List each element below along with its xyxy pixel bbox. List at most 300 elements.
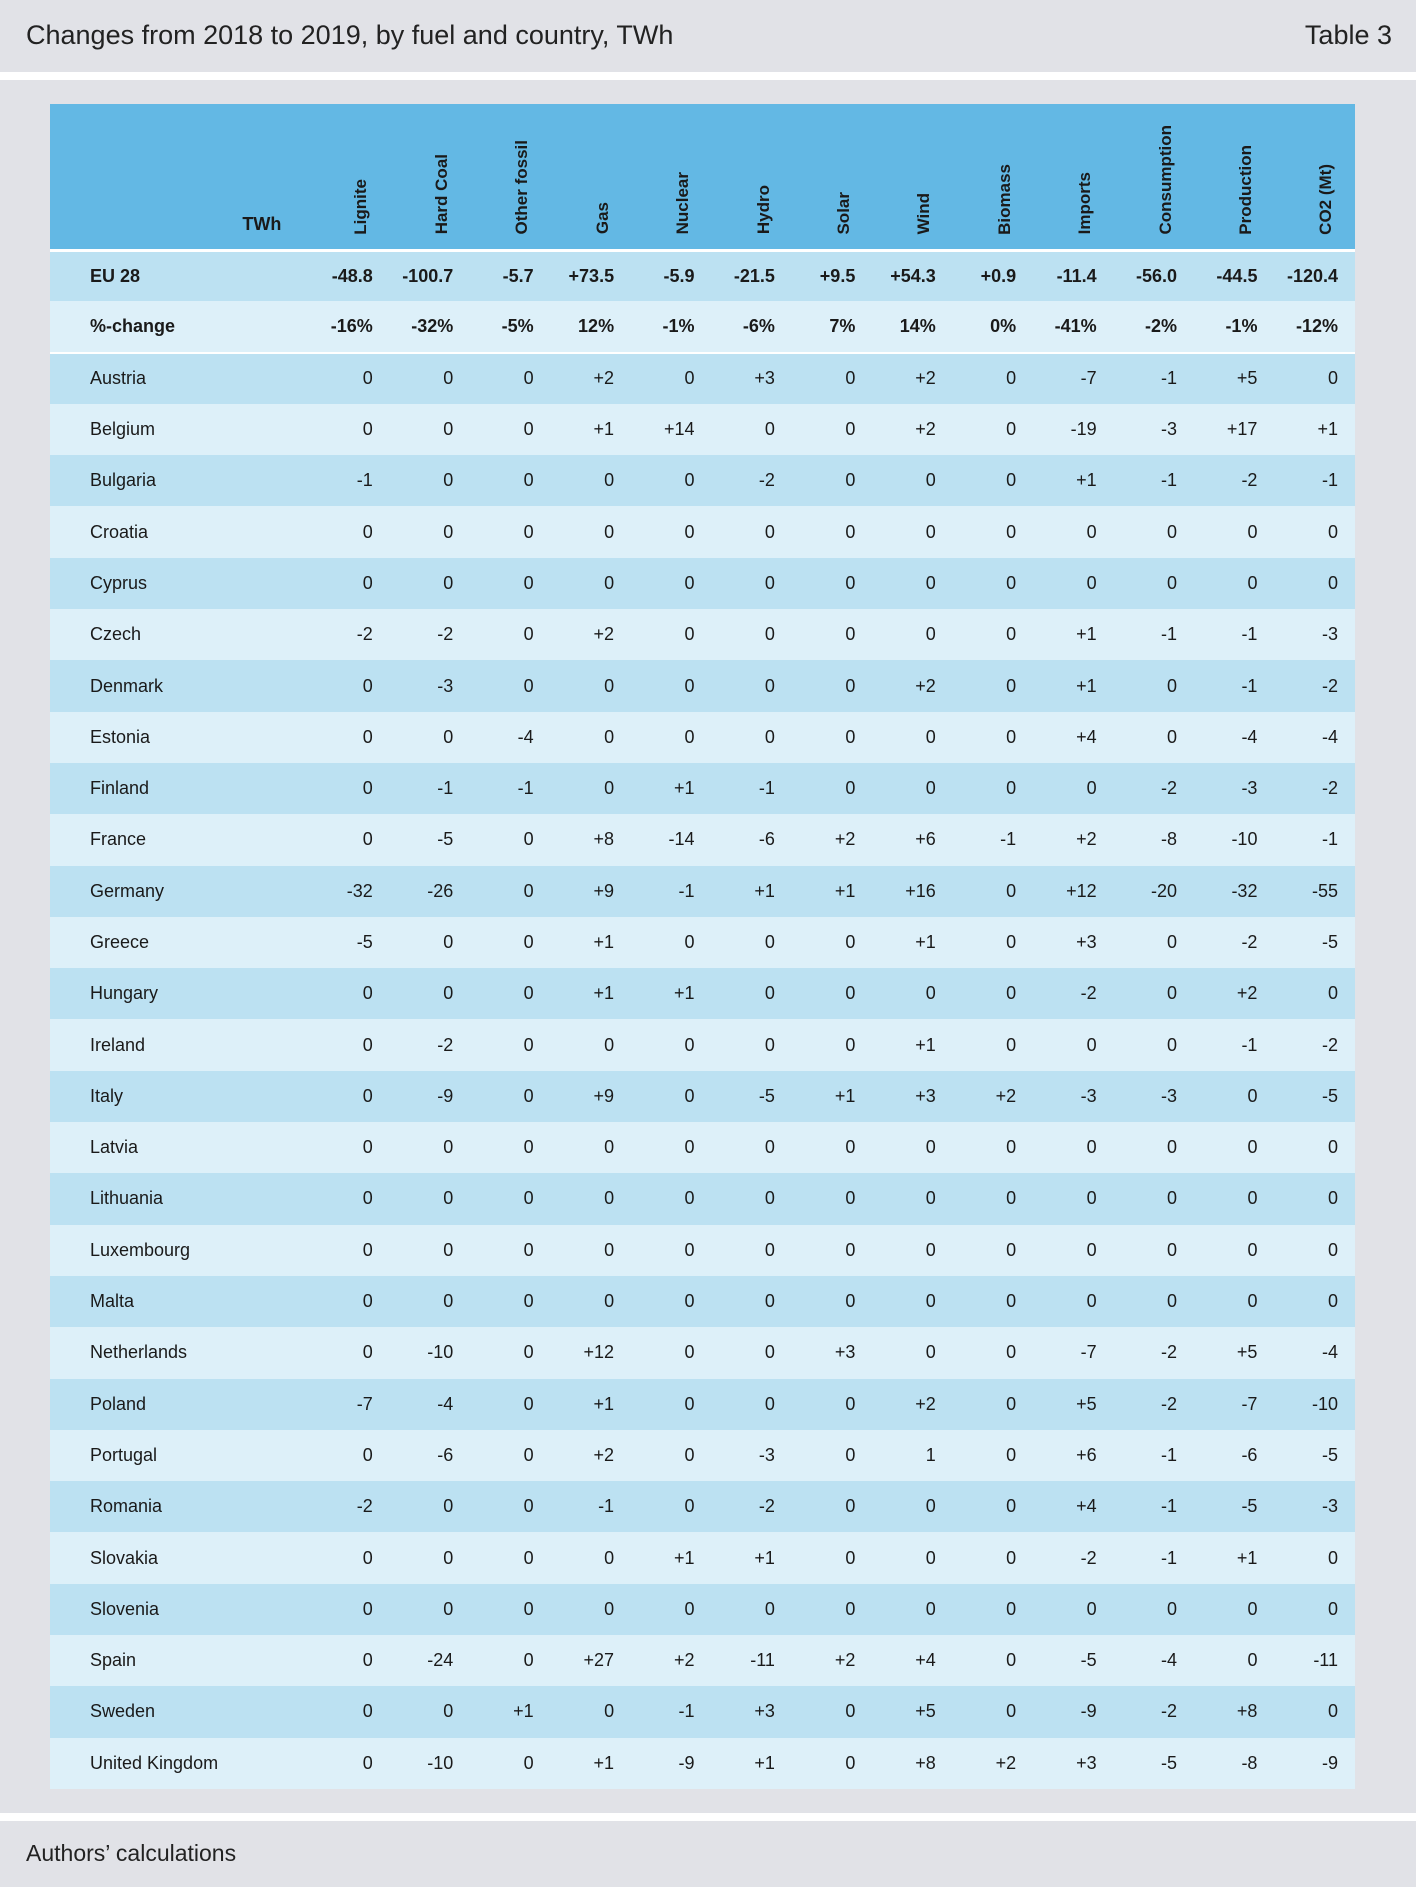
cell-value: -1 [758, 778, 775, 799]
cell-value: 0 [764, 983, 775, 1004]
cell-value: +8 [593, 829, 615, 850]
cell-value: 0% [990, 315, 1017, 336]
cell-value: +2 [1236, 983, 1258, 1004]
cell-value: -5 [1321, 1444, 1338, 1465]
cell-value: 0 [1327, 983, 1338, 1004]
cell-value: -11 [1313, 1650, 1338, 1671]
cell-value: 0 [1006, 1034, 1017, 1055]
cell-value: +6 [915, 829, 936, 850]
cell-value: +6 [1076, 1444, 1097, 1465]
table-number: Table 3 [1304, 20, 1392, 50]
cell-value: -1 [1241, 624, 1258, 645]
cell-value: +5 [1236, 1342, 1258, 1363]
cell-value: 1 [925, 1444, 936, 1465]
row-label: Lithuania [90, 1188, 164, 1209]
cell-value: +54.3 [890, 265, 936, 286]
cell-value: -5 [437, 829, 454, 850]
row-label: Netherlands [90, 1342, 188, 1363]
cell-value: 0 [684, 1342, 695, 1363]
cell-value: -5 [1241, 1496, 1258, 1517]
cell-value: 0 [684, 521, 695, 542]
column-header-label: Hard Coal [431, 154, 451, 235]
cell-value: +3 [754, 1701, 775, 1722]
cell-value: 0 [764, 1393, 775, 1414]
cell-value: -2 [1161, 1701, 1178, 1722]
cell-value: -4 [1161, 1650, 1178, 1671]
cell-value: -2 [437, 624, 454, 645]
cell-value: -2 [1241, 470, 1258, 491]
cell-value: 0 [362, 1598, 373, 1619]
table-row [50, 1327, 1355, 1378]
cell-value: 0 [1006, 470, 1017, 491]
cell-value: -1 [1161, 1496, 1178, 1517]
cell-value: 0 [1167, 572, 1178, 593]
table-row [50, 917, 1355, 968]
cell-value: 0 [845, 1444, 856, 1465]
cell-value: -1 [1161, 368, 1178, 389]
cell-value: +8 [1236, 1701, 1258, 1722]
cell-value: 0 [764, 419, 775, 440]
cell-value: 0 [684, 624, 695, 645]
cell-value: 0 [1247, 1188, 1258, 1209]
cell-value: 0 [684, 1496, 695, 1517]
cell-value: 0 [1167, 1598, 1178, 1619]
column-header [953, 104, 1033, 250]
cell-value: -2 [758, 1496, 775, 1517]
cell-value: +5 [915, 1701, 936, 1722]
cell-value: 0 [1006, 880, 1017, 901]
column-header [1033, 104, 1113, 250]
cell-value: 0 [925, 1291, 936, 1312]
row-label: Poland [90, 1393, 147, 1414]
row-label: Greece [90, 932, 150, 952]
cell-value: +16 [905, 880, 936, 901]
row-label: United Kingdom [90, 1752, 219, 1773]
cell-value: +1 [593, 983, 615, 1004]
cell-value: -2 [437, 1034, 454, 1055]
cell-value: -5 [356, 932, 373, 952]
cell-value: -14 [668, 829, 695, 850]
cell-value: +2 [673, 1650, 695, 1671]
cell-value: 0 [1006, 983, 1017, 1004]
cell-value: -1 [678, 1701, 695, 1722]
cell-value: +2 [1076, 829, 1097, 850]
table-row [50, 1481, 1355, 1532]
cell-value: +17 [1226, 419, 1258, 440]
cell-value: +73.5 [568, 265, 615, 286]
cell-value: 0 [362, 1188, 373, 1209]
cell-value: 0 [362, 983, 373, 1004]
cell-value: 0 [362, 572, 373, 593]
cell-value: 0 [1006, 572, 1017, 593]
cell-value: 0 [1006, 1650, 1017, 1671]
row-label: Belgium [90, 419, 156, 440]
cell-value: 0 [523, 1650, 534, 1671]
cell-value: -7 [1080, 368, 1097, 389]
cell-value: -1 [356, 470, 373, 491]
cell-value: +1 [834, 880, 856, 901]
cell-value: 0 [1247, 1650, 1258, 1671]
table-row [50, 1071, 1355, 1122]
cell-value: -19 [1070, 419, 1097, 440]
cell-value: +3 [1076, 1752, 1097, 1773]
cell-value: -32 [1231, 880, 1258, 901]
cell-value: 0 [684, 572, 695, 593]
cell-value: 0 [1167, 1291, 1178, 1312]
cell-value: -5% [501, 315, 534, 336]
cell-value: +3 [1076, 932, 1097, 952]
cell-value: 0 [1006, 1239, 1017, 1260]
column-header [631, 104, 711, 250]
column-header [390, 104, 470, 250]
cell-value: +4 [1076, 1496, 1097, 1517]
column-header-label: Nuclear [673, 172, 693, 235]
header-bar [0, 0, 1416, 72]
cell-value: 0 [925, 1137, 936, 1158]
cell-value: 0 [684, 1137, 695, 1158]
cell-value: 0 [925, 572, 936, 593]
cell-value: 0 [443, 1547, 454, 1568]
cell-value: 0 [523, 1137, 534, 1158]
cell-value: -5.9 [663, 265, 695, 286]
cell-value: +14 [663, 419, 695, 440]
cell-value: 0 [1086, 1239, 1097, 1260]
cell-value: 0 [362, 675, 373, 696]
row-label: Czech [90, 624, 142, 645]
cell-value: 0 [1327, 1239, 1338, 1260]
cell-value: -12% [1295, 315, 1338, 336]
cell-value: -4 [437, 1393, 454, 1414]
cell-value: 0 [523, 1598, 534, 1619]
cell-value: +2 [915, 419, 936, 440]
cell-value: -3 [758, 1444, 775, 1465]
cell-value: 0 [1006, 1188, 1017, 1209]
cell-value: 0 [604, 572, 615, 593]
cell-value: 0 [1086, 1291, 1097, 1312]
cell-value: 0 [362, 419, 373, 440]
cell-value: 0 [845, 1752, 856, 1773]
cell-value: 0 [684, 1239, 695, 1260]
cell-value: 0 [443, 1188, 454, 1209]
row-label: Austria [90, 368, 147, 389]
row-label: Ireland [90, 1034, 146, 1055]
cell-value: -5 [1080, 1650, 1097, 1671]
cell-value: 7% [829, 315, 856, 336]
cell-value: -1 [598, 1496, 615, 1517]
cell-value: +2 [834, 829, 856, 850]
cell-value: -1% [1225, 315, 1258, 336]
row-label: Spain [90, 1650, 137, 1671]
cell-value: -5 [758, 1085, 775, 1106]
cell-value: 0 [1327, 1598, 1338, 1619]
cell-value: 0 [845, 1034, 856, 1055]
cell-value: -11 [750, 1650, 775, 1671]
cell-value: -9 [678, 1752, 695, 1773]
cell-value: -4 [517, 726, 534, 747]
table-row [50, 1430, 1355, 1481]
cell-value: -55 [1311, 880, 1338, 901]
footer-bar [0, 1821, 1416, 1887]
cell-value: -24 [427, 1650, 454, 1671]
cell-value: 0 [845, 470, 856, 491]
column-header [712, 104, 792, 250]
cell-value: 0 [845, 1137, 856, 1158]
cell-value: 0 [443, 521, 454, 542]
row-label: Estonia [90, 726, 151, 747]
cell-value: 0 [604, 470, 615, 491]
cell-value: -4 [1321, 1342, 1338, 1363]
cell-value: 0 [1006, 1496, 1017, 1517]
table-row [50, 968, 1355, 1019]
cell-value: 0 [443, 1701, 454, 1722]
table-row [50, 1635, 1355, 1686]
table-row [50, 1122, 1355, 1173]
cell-value: 0 [764, 1342, 775, 1363]
cell-value: 0 [845, 419, 856, 440]
cell-value: +1 [1076, 624, 1097, 645]
cell-value: 0 [845, 1547, 856, 1568]
cell-value: 0 [684, 1393, 695, 1414]
cell-value: +0.9 [980, 265, 1017, 286]
cell-value: -4 [1241, 726, 1258, 747]
cell-value: 0 [1167, 521, 1178, 542]
cell-value: +1 [915, 1034, 936, 1055]
row-label: Sweden [90, 1701, 156, 1722]
cell-value: 0 [764, 1291, 775, 1312]
cell-value: 0 [1086, 778, 1097, 799]
cell-value: 0 [1006, 624, 1017, 645]
cell-value: 0 [523, 1444, 534, 1465]
cell-value: -120.4 [1286, 265, 1338, 286]
cell-value: 0 [443, 419, 454, 440]
cell-value: 0 [443, 1496, 454, 1517]
cell-value: -6% [742, 315, 775, 336]
cell-value: 0 [845, 368, 856, 389]
cell-value: 0 [925, 624, 936, 645]
cell-value: 0 [523, 572, 534, 593]
table-row [50, 558, 1355, 609]
cell-value: 0 [604, 1598, 615, 1619]
cell-value: +2 [915, 368, 936, 389]
cell-value: -2 [1241, 932, 1258, 952]
row-label: Cyprus [90, 572, 148, 593]
cell-value: -9 [1321, 1752, 1338, 1773]
cell-value: 0 [604, 1291, 615, 1312]
cell-value: 0 [845, 1598, 856, 1619]
cell-value: -100.7 [402, 265, 454, 286]
table-row [50, 814, 1355, 865]
column-header-label: Hydro [753, 185, 773, 235]
cell-value: 0 [684, 1291, 695, 1312]
cell-value: +9.5 [819, 265, 856, 286]
cell-value: 0 [1327, 1701, 1338, 1722]
cell-value: 0 [523, 419, 534, 440]
cell-value: 0 [684, 1085, 695, 1106]
cell-value: 0 [1327, 1188, 1338, 1209]
row-label: Hungary [90, 983, 159, 1004]
cell-value: -10 [427, 1752, 454, 1773]
column-header-label: Consumption [1155, 124, 1175, 235]
cell-value: -3 [1241, 778, 1258, 799]
cell-value: -11.4 [1056, 265, 1097, 286]
column-header [1194, 104, 1274, 250]
row-label: Finland [90, 778, 150, 799]
row-label: Slovenia [90, 1598, 160, 1619]
column-header-label: Imports [1075, 172, 1095, 235]
cell-value: -2 [1321, 675, 1338, 696]
cell-value: 0 [1327, 1137, 1338, 1158]
cell-value: 0 [925, 983, 936, 1004]
cell-value: 0 [925, 1188, 936, 1209]
cell-value: +2 [834, 1650, 856, 1671]
cell-value: 0 [604, 778, 615, 799]
cell-value: -3 [1321, 624, 1338, 645]
cell-value: -5 [1321, 1085, 1338, 1106]
cell-value: 0 [845, 1291, 856, 1312]
cell-value: 0 [684, 675, 695, 696]
cell-value: 0 [1086, 572, 1097, 593]
cell-value: 0 [1006, 1547, 1017, 1568]
cell-value: 0 [523, 368, 534, 389]
cell-value: -3 [1161, 1085, 1178, 1106]
cell-value: -41% [1054, 315, 1097, 336]
cell-value: -48.8 [331, 265, 373, 286]
table-body [50, 250, 1355, 1789]
cell-value: 0 [523, 1239, 534, 1260]
cell-value: -10 [427, 1342, 454, 1363]
cell-value: -32% [411, 315, 454, 336]
cell-value: 0 [1247, 1291, 1258, 1312]
cell-value: +8 [915, 1752, 936, 1773]
cell-value: 0 [362, 829, 373, 850]
cell-value: 0 [925, 470, 936, 491]
cell-value: 0 [1327, 521, 1338, 542]
cell-value: +1 [1236, 1547, 1258, 1568]
table-title: Changes from 2018 to 2019, by fuel and country, TWh [26, 20, 674, 50]
cell-value: 0 [523, 1393, 534, 1414]
cell-value: 0 [604, 675, 615, 696]
cell-value: 0 [684, 1444, 695, 1465]
cell-value: 0 [523, 932, 534, 952]
cell-value: 0 [1006, 932, 1017, 952]
cell-value: 0 [684, 1034, 695, 1055]
cell-value: -2 [1080, 1547, 1097, 1568]
cell-value: 0 [1006, 419, 1017, 440]
cell-value: 0 [764, 572, 775, 593]
cell-value: 0 [764, 1034, 775, 1055]
cell-value: 0 [1086, 521, 1097, 542]
row-label: EU 28 [90, 265, 141, 286]
cell-value: 0 [523, 1547, 534, 1568]
table-row [50, 609, 1355, 660]
cell-value: 0 [1167, 1137, 1178, 1158]
cell-value: 0 [362, 778, 373, 799]
cell-value: 0 [523, 470, 534, 491]
cell-value: 0 [684, 470, 695, 491]
cell-value: -8 [1161, 829, 1178, 850]
column-header-label: Solar [833, 191, 853, 235]
cell-value: 0 [604, 1547, 615, 1568]
cell-value: +1 [754, 880, 775, 901]
cell-value: -6 [758, 829, 775, 850]
cell-value: 0 [443, 1291, 454, 1312]
cell-value: -9 [437, 1085, 454, 1106]
cell-value: 0 [604, 521, 615, 542]
cell-value: +2 [915, 1393, 936, 1414]
cell-value: 0 [684, 368, 695, 389]
cell-value: 0 [1327, 572, 1338, 593]
cell-value: 0 [1086, 1188, 1097, 1209]
cell-value: 0 [523, 1496, 534, 1517]
cell-value: 0 [925, 1342, 936, 1363]
cell-value: 0 [1167, 675, 1178, 696]
cell-value: -1 [517, 778, 534, 799]
cell-value: 0 [1247, 572, 1258, 593]
table-row [50, 660, 1355, 711]
cell-value: -32 [346, 880, 373, 901]
cell-value: 14% [899, 315, 936, 336]
cell-value: 0 [1247, 521, 1258, 542]
cell-value: 0 [1086, 1598, 1097, 1619]
cell-value: -8 [1241, 1752, 1258, 1773]
cell-value: 0 [1167, 983, 1178, 1004]
cell-value: +2 [593, 1444, 615, 1465]
cell-value: +5 [1236, 368, 1258, 389]
cell-value: +1 [673, 983, 695, 1004]
cell-value: 0 [1327, 368, 1338, 389]
cell-value: -1 [678, 880, 695, 901]
cell-value: 0 [1167, 1188, 1178, 1209]
row-label: Portugal [90, 1444, 158, 1465]
cell-value: -20 [1151, 880, 1178, 901]
table-row [50, 1738, 1355, 1789]
cell-value: +2 [995, 1752, 1017, 1773]
cell-value: 12% [578, 315, 615, 336]
column-header-label: Other fossil [512, 140, 532, 235]
row-label: Germany [90, 880, 165, 901]
cell-value: +3 [834, 1342, 856, 1363]
cell-value: +4 [915, 1650, 936, 1671]
cell-value: 0 [1086, 1034, 1097, 1055]
cell-value: -1 [1161, 624, 1178, 645]
cell-value: 0 [925, 1496, 936, 1517]
cell-value: 0 [925, 1598, 936, 1619]
table-row [50, 455, 1355, 506]
column-header-label: Wind [914, 193, 934, 235]
cell-value: +4 [1076, 726, 1097, 747]
cell-value: 0 [443, 932, 454, 952]
table-row [50, 1019, 1355, 1070]
cell-value: +2 [593, 368, 615, 389]
cell-value: -7 [1241, 1393, 1258, 1414]
cell-value: 0 [764, 1188, 775, 1209]
cell-value: 0 [523, 624, 534, 645]
row-label: Denmark [90, 675, 164, 696]
cell-value: -3 [437, 675, 454, 696]
cell-value: 0 [362, 368, 373, 389]
cell-value: -1% [662, 315, 695, 336]
cell-value: 0 [362, 726, 373, 747]
cell-value: +3 [915, 1085, 936, 1106]
cell-value: +1 [593, 1752, 615, 1773]
column-header [1274, 104, 1355, 250]
table-row [50, 1532, 1355, 1583]
cell-value: 0 [443, 368, 454, 389]
row-label: %-change [90, 315, 176, 336]
cell-value: +1 [754, 1547, 775, 1568]
cell-value: 0 [362, 1547, 373, 1568]
cell-value: -2% [1145, 315, 1178, 336]
